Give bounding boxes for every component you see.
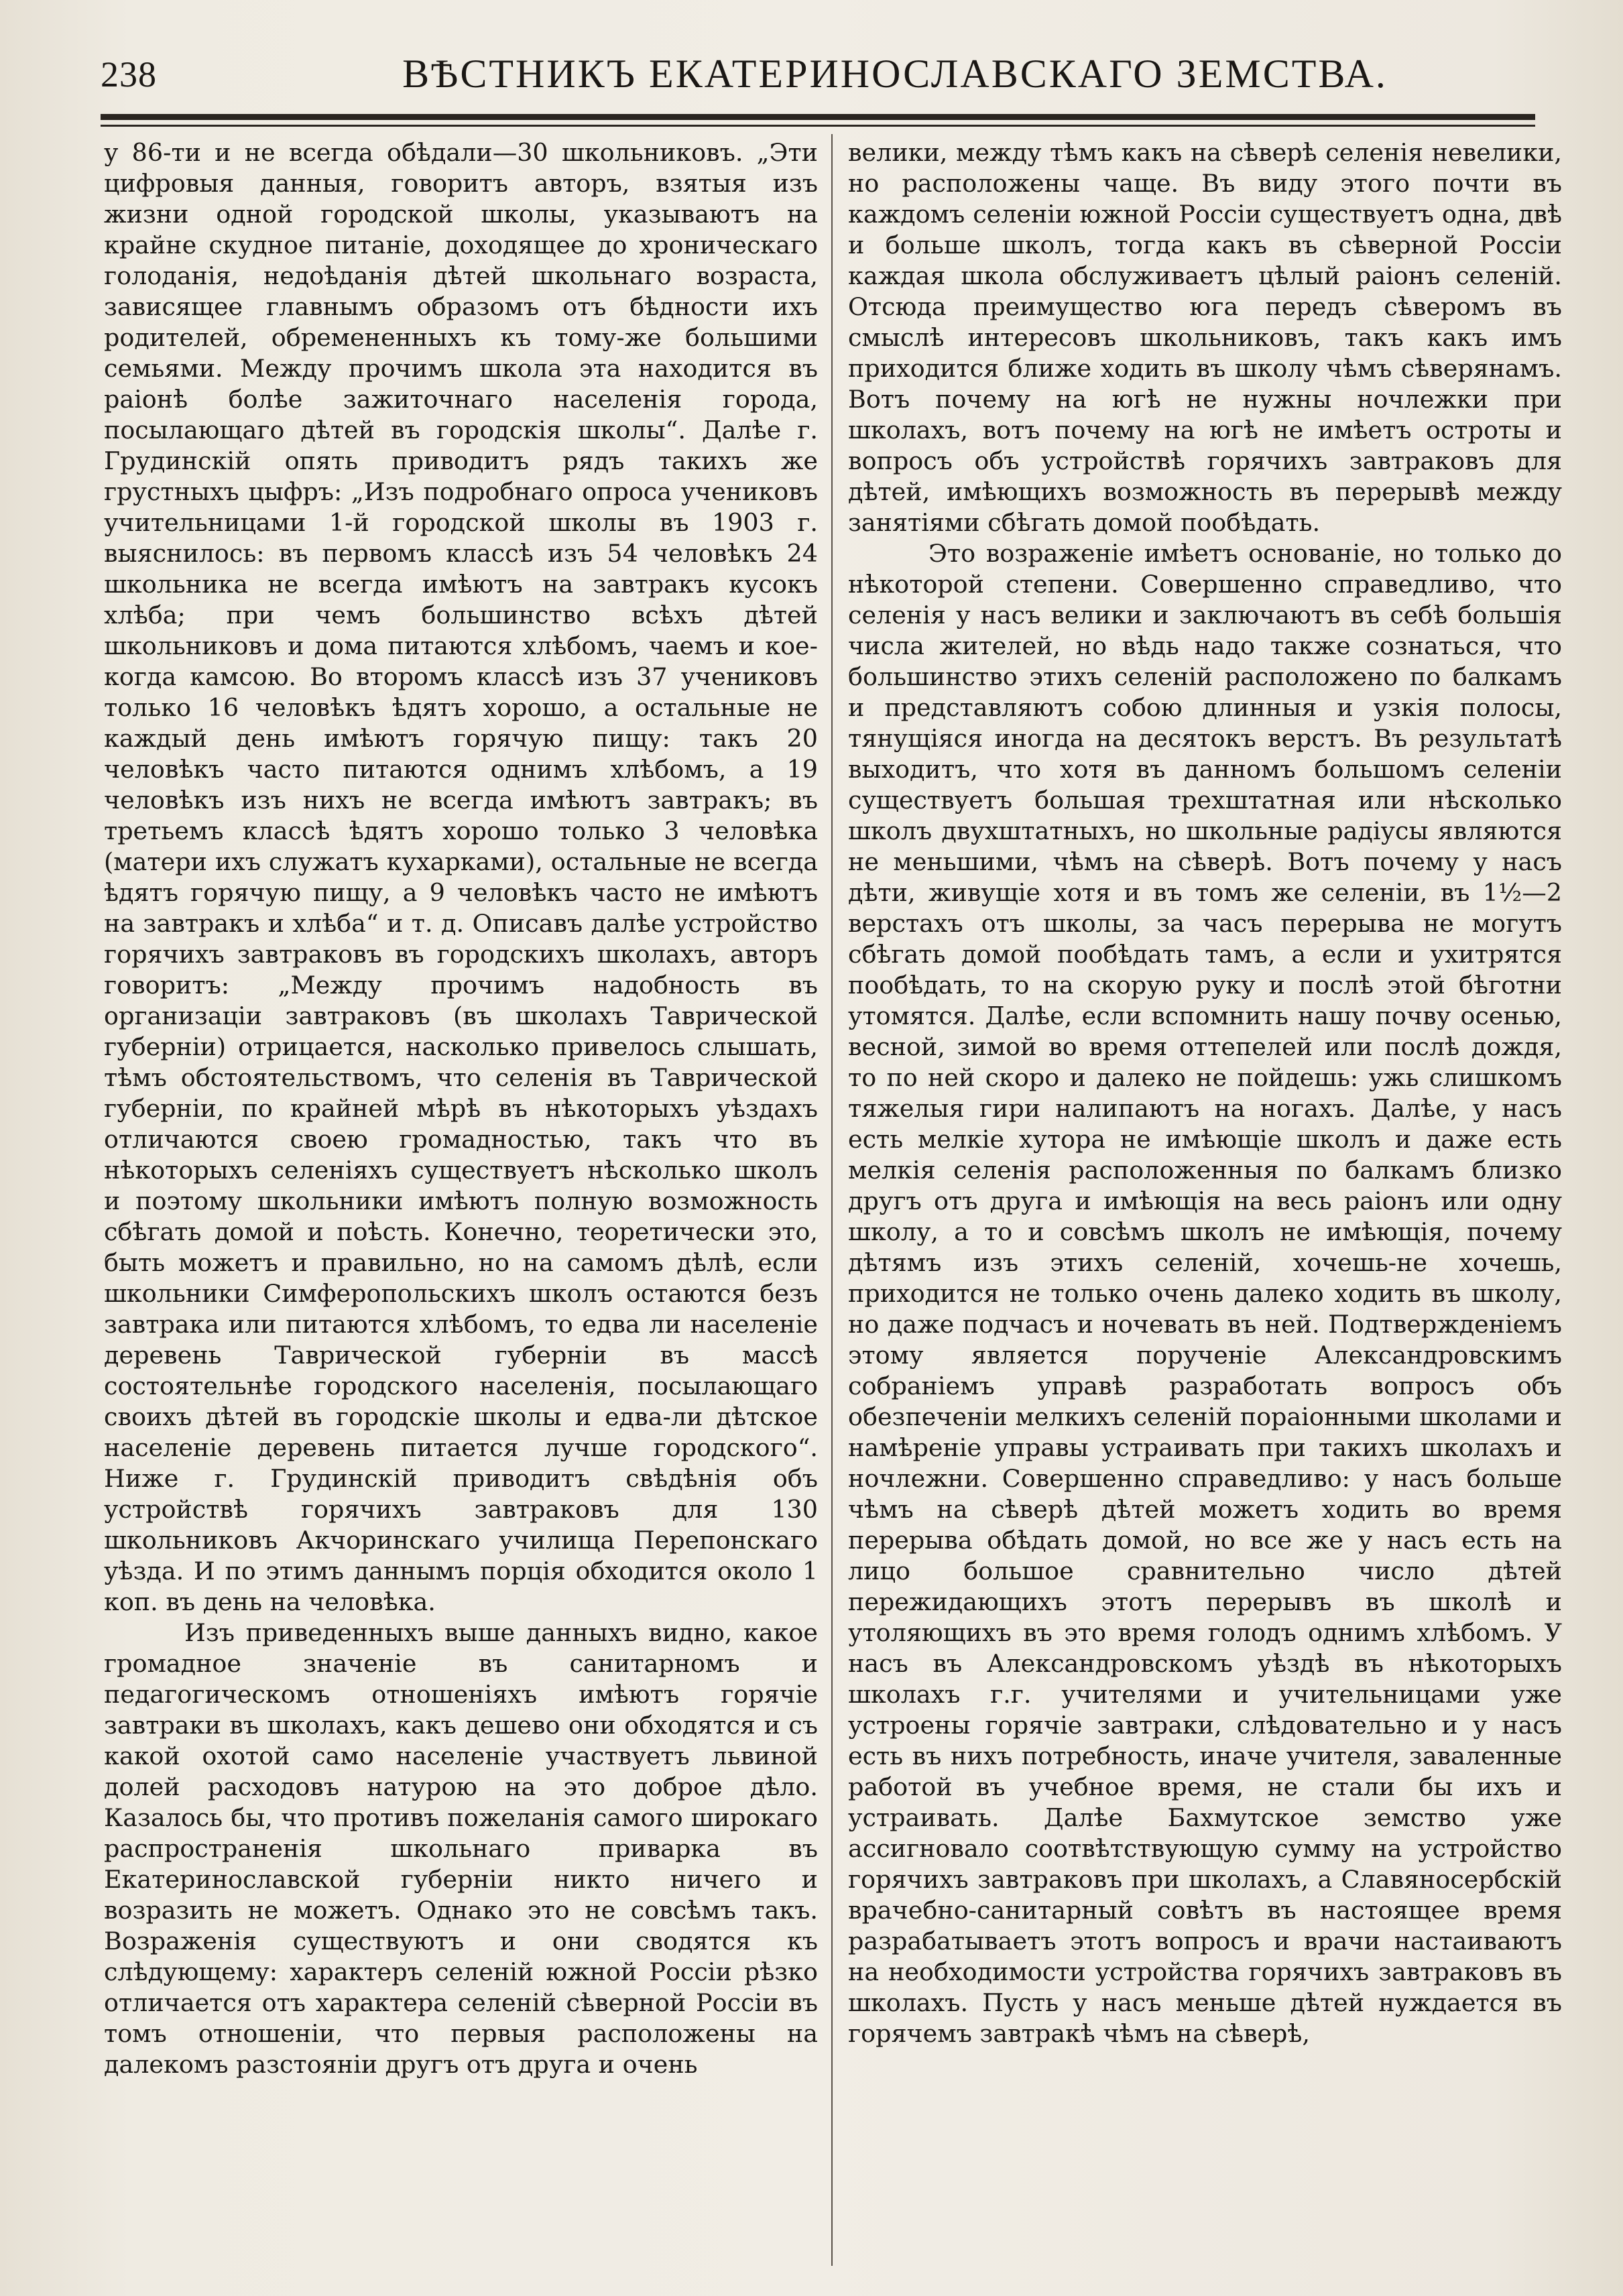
- running-title: ВѢСТНИКЪ ЕКАТЕРИНОСЛАВСКАГО ЗЕМСТВА.: [402, 52, 1388, 96]
- header-rule-thin: [101, 125, 1535, 127]
- left-column: [104, 137, 818, 2269]
- paragraph: Это возраженіе имѣетъ основаніе, но только до нѣкоторой степени. Совершенно справедливо, что селенія у насъ велики и заключаютъ въ себѣ большія числа жителей, но вѣдь надо также сознаться, что большинство этихъ селеній расположено по балкамъ и представляютъ собою длинныя и узкія полосы, тянущіяся иногда на десятокъ верстъ. Въ результатѣ выходитъ, что хотя въ данномъ большомъ селеніи существуетъ большая трехштатная или нѣсколько школъ двухштатныхъ, но школьные радіусы являются не меньшими, чѣмъ на сѣверѣ. Вотъ почему у насъ дѣти, живущіе хотя и въ томъ же селеніи, въ 1½—2 верстахъ отъ школы, за часъ перерыва не могутъ сбѣгать домой пообѣдать тамъ, а если и ухитрятся пообѣдать, то на скорую руку и послѣ этой бѣготни утомятся. Далѣе, если вспомнить нашу почву осенью, весной, зимой во время оттепелей или послѣ дождя, то по ней скоро и далеко не пойдешь: ужь слишкомъ тяжелыя гири налипаютъ на ногахъ. Далѣе, у насъ есть мелкіе хутора не имѣющіе школъ и даже есть мелкія селенія расположенныя по балкамъ близко другъ отъ друга и имѣющія на весь раіонъ или одну школу, а то и совсѣмъ школъ не имѣющія, почему дѣтямъ изъ этихъ селеній, хочешь-не хочешь, приходится не только очень далеко ходить въ школу, но даже подчасъ и ночевать въ ней. Подтвержденіемъ этому является порученіе Александровскимъ собраніемъ управѣ разработать вопросъ объ обезпеченіи мелкихъ селеній пораіонными школами и намѣреніе управы устраивать при такихъ школахъ и ночлежни. Совершенно справедливо: у насъ больше чѣмъ на сѣверѣ дѣтей можетъ ходить во время перерыва обѣдать домой, но все же у насъ есть на лицо большое сравнительно число дѣтей пережидающихъ этотъ перерывъ въ школѣ и утоляющихъ въ это время голодъ однимъ хлѣбомъ. У насъ въ Александровскомъ уѣздѣ въ нѣкоторыхъ школахъ г.г. учителями и учительницами уже устроены горячіе завтраки, слѣдовательно и у насъ есть въ нихъ потребность, иначе учителя, заваленные работой въ учебное время, не стали бы ихъ и устраивать. Далѣе Бахмутское земство уже ассигновало соотвѣтствующую сумму на устройство горячихъ завтраковъ при школахъ, а Славяносербскій врачебно-санитарный совѣтъ въ настоящее время разрабатываетъ этотъ вопросъ и врачи настаиваютъ на необходимости устройства горячихъ завтраковъ въ школахъ. Пусть у насъ меньше дѣтей нуждается въ горячемъ завтракѣ чѣмъ на сѣверѣ,: [848, 539, 1562, 2048]
- paragraph: велики, между тѣмъ какъ на сѣверѣ селенія невелики, но расположены чаще. Въ виду этого почти въ каждомъ селеніи южной Россіи существуетъ одна, двѣ и больше школъ, тогда какъ въ сѣверной Россіи каждая школа обслуживаетъ цѣлый раіонъ селеній. Отсюда преимущество юга передъ сѣверомъ въ смыслѣ интересовъ школьниковъ, такъ какъ имъ приходится ближе ходить въ школу чѣмъ сѣверянамъ. Вотъ почему на югѣ не нужны ночлежки при школахъ, вотъ почему на югѣ не имѣетъ остроты и вопросъ объ устройствѣ горячихъ завтраковъ для дѣтей, имѣющихъ возможность въ перерывѣ между занятіями сбѣгать домой пообѣдать.: [848, 138, 1562, 537]
- header-rule-thick: [101, 114, 1535, 120]
- right-column: [848, 137, 1562, 2269]
- running-header: [101, 47, 1542, 107]
- paragraph: Изъ приведенныхъ выше данныхъ видно, какое громадное значеніе въ санитарномъ и педагогическомъ отношеніяхъ имѣютъ горячіе завтраки въ школахъ, какъ дешево они обходятся и съ какой охотой само населеніе участвуетъ львиной долей расходовъ натурою на это доброе дѣло. Казалось бы, что противъ пожеланія самого широкаго распространенія школьнаго приварка въ Екатеринославской губерніи никто ничего и возразить не можетъ. Однако это не совсѣмъ такъ. Возраженія существуютъ и они сводятся къ слѣдующему: характеръ селеній южной Россіи рѣзко отличается отъ характера селеній сѣверной Россіи въ томъ отношеніи, что первыя расположены на далекомъ разстояніи другъ отъ друга и очень: [104, 1618, 818, 2079]
- paragraph: у 86-ти и не всегда обѣдали—30 школьниковъ. „Эти цифровыя данныя, говоритъ авторъ, взятыя изъ жизни одной городской школы, указываютъ на крайне скудное питаніе, доходящее до хроническаго голоданія, недоѣданія дѣтей школьнаго возраста, зависящее главнымъ образомъ отъ бѣдности ихъ родителей, обремененныхъ къ тому-же большими семьями. Между прочимъ школа эта находится въ раіонѣ болѣе зажиточнаго населенія города, посылающаго дѣтей въ городскія школы“. Далѣе г. Грудинскій опять приводитъ рядъ такихъ же грустныхъ цыфръ: „Изъ подробнаго опроса учениковъ учительницами 1-й городской школы въ 1903 г. выяснилось: въ первомъ классѣ изъ 54 человѣкъ 24 школьника не всегда имѣютъ на завтракъ кусокъ хлѣба; при чемъ большинство всѣхъ дѣтей школьниковъ и дома питаются хлѣбомъ, чаемъ и кое-когда камсою. Во второмъ классѣ изъ 37 учениковъ только 16 человѣкъ ѣдятъ хорошо, а остальные не каждый день имѣютъ горячую пищу: такъ 20 человѣкъ часто питаются однимъ хлѣбомъ, а 19 человѣкъ изъ нихъ не всегда имѣютъ завтракъ; въ третьемъ классѣ ѣдятъ хорошо только 3 человѣка (матери ихъ служатъ кухарками), остальные не всегда ѣдятъ горячую пищу, а 9 человѣкъ часто не имѣютъ на завтракъ и хлѣба“ и т. д. Описавъ далѣе устройство горячихъ завтраковъ въ городскихъ школахъ, авторъ говоритъ: „Между прочимъ надобность въ организаціи завтраковъ (въ школахъ Таврической губерніи) отрицается, насколько привелось слышать, тѣмъ обстоятельствомъ, что селенія въ Таврической губерніи, по крайней мѣрѣ въ нѣкоторыхъ уѣздахъ отличаются своею громадностью, такъ что въ нѣкоторыхъ селеніяхъ существуетъ нѣсколько школъ и поэтому школьники имѣютъ полную возможность сбѣгать домой и поѣсть. Конечно, теоретически это, быть можетъ и правильно, но на самомъ дѣлѣ, если школьники Симферопольскихъ школъ остаются безъ завтрака или питаются хлѣбомъ, то едва ли населеніе деревень Таврической губерніи въ массѣ состоятельнѣе городского населенія, посылающаго своихъ дѣтей въ городскіе школы и едва-ли дѣтское населеніе деревень питается лучше городского“. Ниже г. Грудинскій приводитъ свѣдѣнія объ устройствѣ горячихъ завтраковъ для 130 школьниковъ Акчоринскаго училища Перепонскаго уѣзда. И по этимъ даннымъ порція обходится около 1 коп. въ день на человѣка.: [104, 138, 818, 1616]
- column-divider: [831, 134, 833, 2266]
- page-number: 238: [101, 54, 157, 95]
